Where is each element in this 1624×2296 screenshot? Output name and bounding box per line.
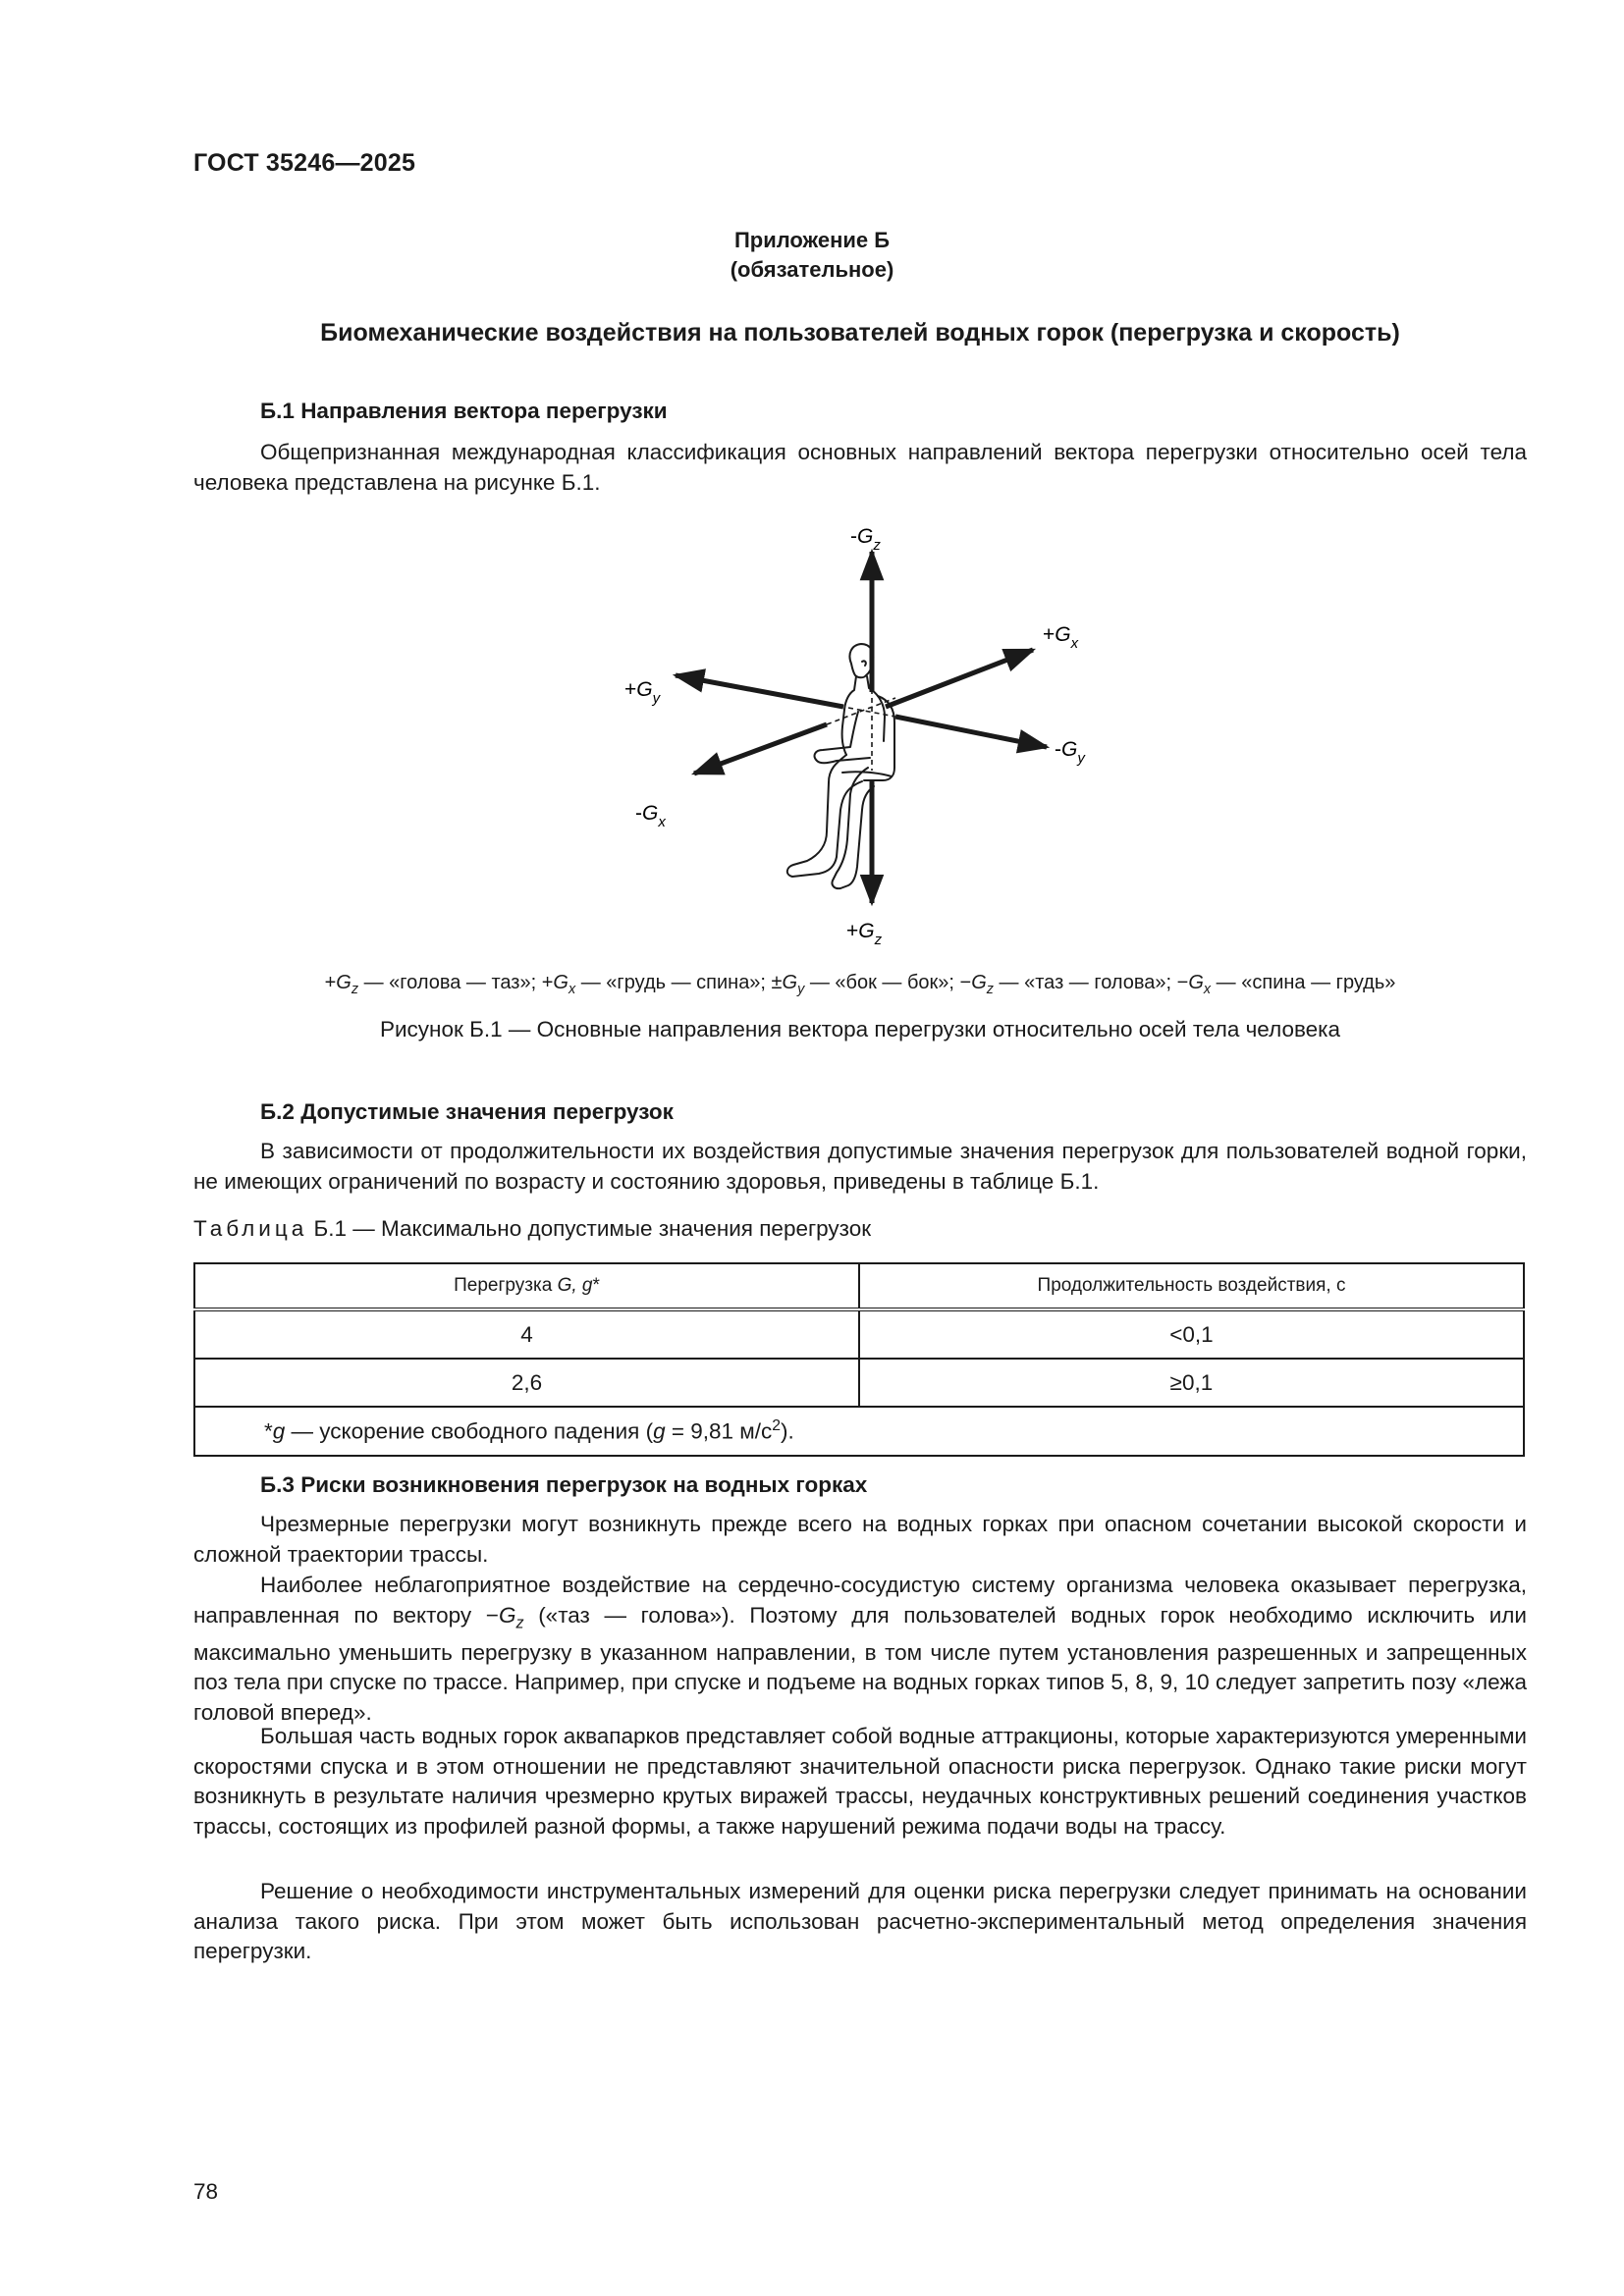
table-caption-text: Б.1 — Максимально допустимые значения перегрузок: [307, 1216, 872, 1241]
figure-seat: [842, 772, 892, 776]
paragraph-b3-1: Чрезмерные перегрузки могут возникнуть прежде всего на водных горках при опасном сочетании высокой скорости и сложной траектории трассы.: [193, 1512, 1527, 1567]
table-b1: [193, 1262, 1525, 1457]
arrow-minus-gx: [694, 724, 827, 774]
figure-b1: [601, 515, 1131, 957]
figure-axes: [676, 552, 1047, 903]
overload-axes-diagram: [601, 515, 1131, 957]
table-note-row: [194, 1407, 1524, 1456]
table-caption: [193, 1216, 871, 1242]
header-overload: Перегрузка G, g*: [194, 1263, 859, 1309]
page-title: Биомеханические воздействия на пользователей водных горок (перегрузка и скорость): [320, 319, 1400, 347]
page-number: 78: [193, 2179, 219, 2204]
paragraph-b3-2: Наиболее неблагоприятное воздействие на сердечно-сосудистую систему организма человека оказывает перегрузка, направленная по вектору $-G_z$ («таз — голова»). Поэтому для пользователей водных горок необходимо исключить или максимально уменьшить перегрузку в указанном направлении, в том числе путем установления разрешенных и запрещенных поз тела при спуске по трассе. Например, при спуске и подъеме на водных горках типов 5, 8, 9, 10 следует запретить позу «лежа головой вперед».: [193, 1573, 1527, 1725]
figure-leg-far: [787, 755, 862, 877]
arrow-plus-gy: [676, 675, 843, 707]
label-minus-gz: $-G_z$: [850, 525, 881, 554]
table-row: [194, 1309, 1524, 1359]
table-row: [194, 1359, 1524, 1407]
table-footnote: *g — ускорение свободного падения (g = 9,81 $м/с^2$).: [194, 1407, 1524, 1456]
cell-overload: 2,6: [194, 1359, 859, 1407]
appendix-status: (обязательное): [730, 257, 894, 282]
cell-duration: <0,1: [859, 1309, 1524, 1359]
figure-legend: $+G_z$ — «голова — таз»; $+G_x$ — «грудь — спина»; $\pm G_y$ — «бок — бок»; $-G_z$ — «таз — голова»; $-G_x$ — «спина — грудь»: [324, 972, 1396, 997]
section-heading-b3: Б.3 Риски возникновения перегрузок на водных горках: [260, 1472, 868, 1497]
figure-ear: [862, 661, 866, 666]
cell-overload: 4: [194, 1309, 859, 1359]
figure-caption: Рисунок Б.1 — Основные направления вектора перегрузки относительно осей тела человека: [379, 1017, 1341, 1041]
label-plus-gx: $+G_x$: [1043, 623, 1079, 652]
figure-back: [842, 676, 856, 755]
label-plus-gy: $+G_y$: [624, 678, 661, 707]
paragraph-b3-4: Решение о необходимости инструментальных измерений для оценки риска перегрузки следует принимать на основании анализа такого риска. При этом может быть использован расчетно-экспериментальный метод определения значения перегрузки.: [193, 1879, 1527, 1963]
document-code: ГОСТ 35246—2025: [193, 149, 416, 177]
label-minus-gx: $-G_x$: [635, 802, 666, 830]
overload-table: [193, 1262, 1525, 1457]
arrow-plus-gx: [886, 650, 1033, 707]
seated-person-figure: [787, 644, 894, 888]
label-minus-gy: $-G_y$: [1055, 738, 1085, 767]
table-header-row: [194, 1263, 1524, 1309]
paragraph-b2: В зависимости от продолжительности их воздействия допустимые значения перегрузок для пользователей водной горки, не имеющих ограничений по возрасту и состоянию здоровья, приведены в таблице Б.1.: [193, 1139, 1527, 1194]
paragraph-b3-3: Большая часть водных горок аквапарков представляет собой водные аттракционы, которые характеризуются умеренными скоростями спуска и в этом отношении не представляют значительной опасности риска перегрузок. Однако такие риски могут возникнуть в результате наличия чрезмерно крутых виражей трассы, неудачных конструктивных решений соединения участков трассы, состоящих из профилей разной формы, а также нарушений режима подачи воды на трассу.: [193, 1724, 1527, 1839]
cell-duration: ≥0,1: [859, 1359, 1524, 1407]
paragraph-b1: Общепризнанная международная классификация основных направлений вектора перегрузки относительно осей тела человека представлена на рисунке Б.1.: [193, 440, 1527, 495]
table-caption-word: Таблица: [193, 1216, 308, 1241]
label-plus-gz: $+G_z$: [846, 920, 883, 948]
appendix-heading: [0, 226, 1624, 285]
section-heading-b2: Б.2 Допустимые значения перегрузок: [260, 1099, 674, 1124]
appendix-title: Приложение Б: [733, 228, 891, 252]
arrow-minus-gy: [895, 717, 1047, 747]
header-duration: Продолжительность воздействия, с: [859, 1263, 1524, 1309]
section-heading-b1: Б.1 Направления вектора перегрузки: [260, 399, 668, 423]
